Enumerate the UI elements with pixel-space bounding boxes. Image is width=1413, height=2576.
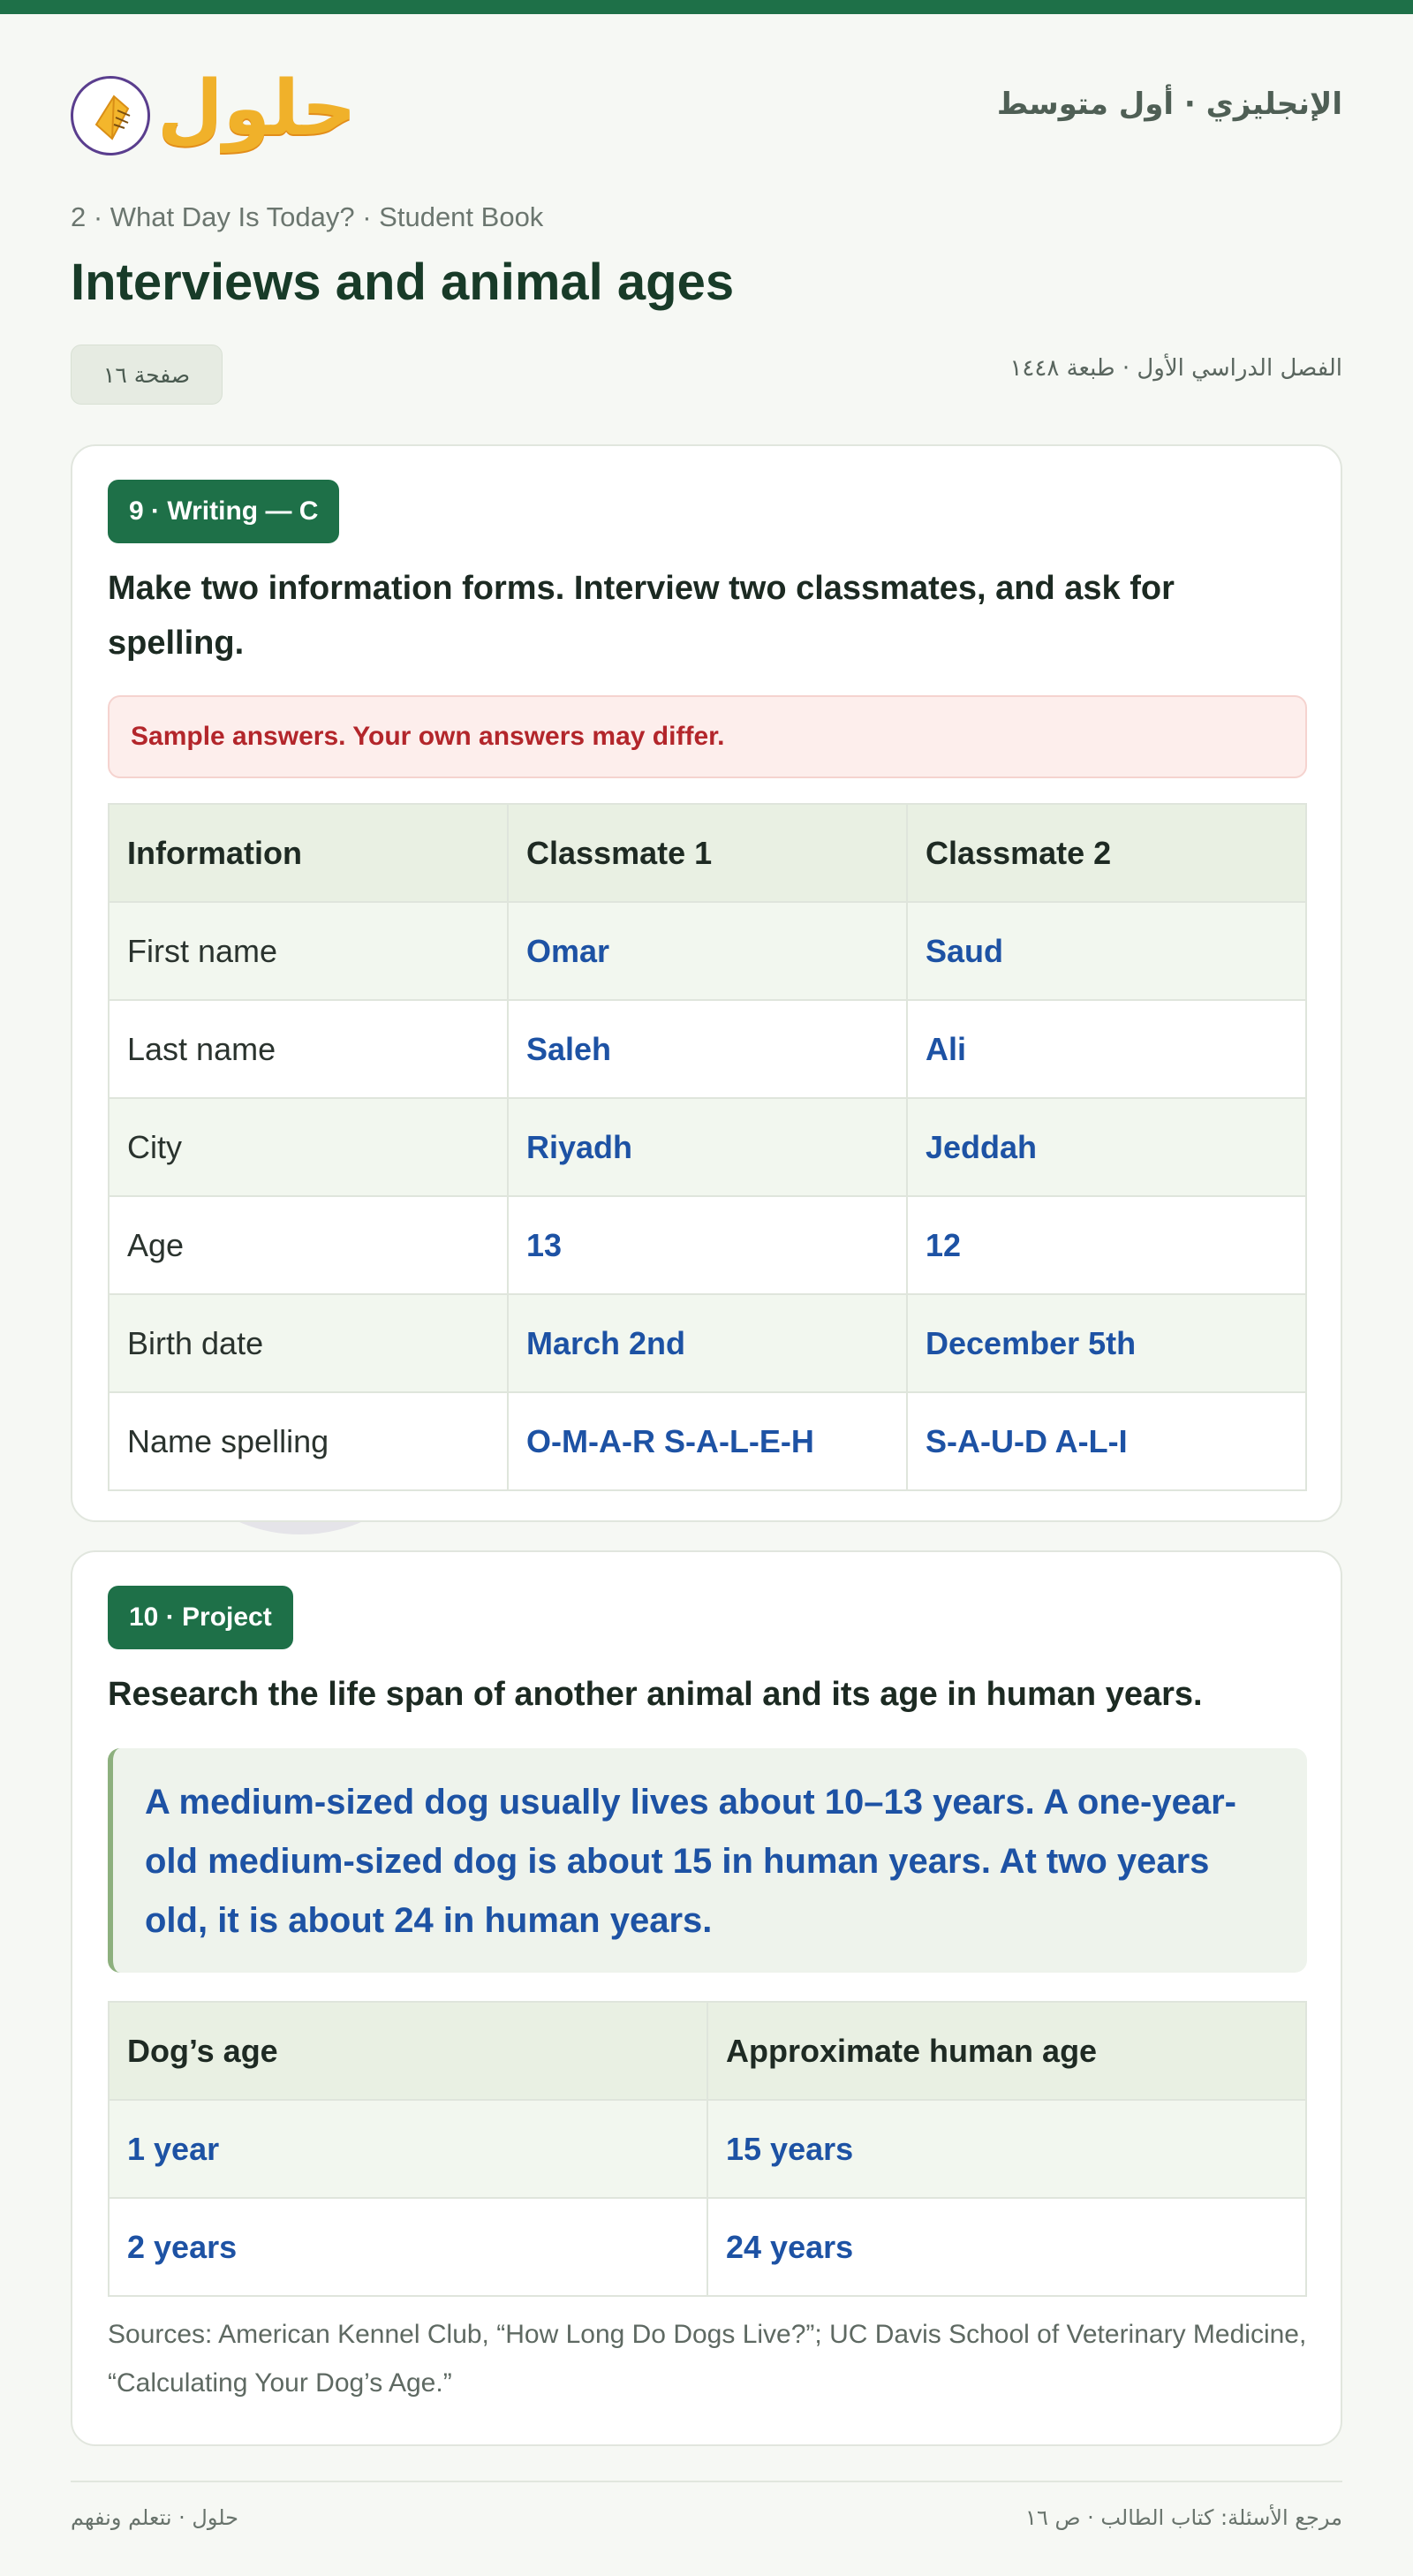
dog-age-table	[108, 2001, 1307, 2297]
classmate-1-answer: Omar	[508, 902, 907, 1000]
table-row	[109, 1098, 1306, 1196]
table-header: Classmate 1	[508, 804, 907, 902]
project-answer: A medium-sized dog usually lives about 10–13 years. A one-year-old medium-sized dog is about 15 in human years. At two years old, it is about 24 in human years.	[108, 1748, 1307, 1973]
classmate-1-answer: March 2nd	[508, 1294, 907, 1392]
information-form-table	[108, 803, 1307, 1491]
table-header: Approximate human age	[707, 2002, 1306, 2100]
breadcrumb: 2 · What Day Is Today? · Student Book	[71, 201, 544, 232]
exercise-9-card	[71, 444, 1342, 1522]
dog-age-value: 1 year	[109, 2100, 707, 2198]
page-title: Interviews and animal ages	[71, 254, 735, 311]
table-row	[109, 902, 1306, 1000]
sample-answers-note: Sample answers. Your own answers may differ.	[108, 695, 1307, 778]
table-header: Information	[109, 804, 508, 902]
table-row	[109, 2100, 1306, 2198]
classmate-2-answer: Saud	[907, 902, 1306, 1000]
row-label: First name	[109, 902, 508, 1000]
header	[71, 60, 1342, 157]
classmate-2-answer: S-A-U-D A-L-I	[907, 1392, 1306, 1490]
table-row	[109, 1000, 1306, 1098]
classmate-1-answer: Riyadh	[508, 1098, 907, 1196]
exercise-10-question: Research the life span of another animal and its age in human years.	[108, 1676, 1203, 1713]
classmate-2-answer: December 5th	[907, 1294, 1306, 1392]
edition-info: الفصل الدراسي الأول · طبعة ١٤٤٨	[1009, 355, 1342, 382]
table-header: Dog’s age	[109, 2002, 707, 2100]
row-label: Name spelling	[109, 1392, 508, 1490]
classmate-2-answer: Jeddah	[907, 1098, 1306, 1196]
dog-age-value: 2 years	[109, 2198, 707, 2296]
exercise-10-tag: 10 · Project	[108, 1586, 293, 1649]
exercise-9-question: Make two information forms. Interview two classmates, and ask for spelling.	[108, 570, 1175, 662]
footer-divider	[71, 2481, 1342, 2482]
human-age-value: 15 years	[707, 2100, 1306, 2198]
classmate-1-answer: Saleh	[508, 1000, 907, 1098]
classmate-2-answer: Ali	[907, 1000, 1306, 1098]
logo[interactable]	[71, 60, 357, 157]
human-age-value: 24 years	[707, 2198, 1306, 2296]
table-row	[109, 1392, 1306, 1490]
row-label: City	[109, 1098, 508, 1196]
row-label: Last name	[109, 1000, 508, 1098]
table-row	[109, 2198, 1306, 2296]
table-header: Classmate 2	[907, 804, 1306, 902]
sources-citation: Sources: American Kennel Club, “How Long Do Dogs Live?”; UC Davis School of Veterinary Medicine, “Calculating Your Dog’s Age.”	[108, 2320, 1307, 2398]
book-icon	[71, 76, 150, 155]
row-label: Age	[109, 1196, 508, 1294]
exercise-9-tag: 9 · Writing — C	[108, 480, 339, 543]
top-accent-bar	[0, 0, 1413, 14]
table-row	[109, 1196, 1306, 1294]
classmate-1-answer: O-M-A-R S-A-L-E-H	[508, 1392, 907, 1490]
subject-title: الإنجليزي · أول متوسط	[996, 87, 1342, 122]
exercise-10-card	[71, 1550, 1342, 2446]
logo-text: حلول	[157, 64, 357, 153]
footer-tagline: حلول · نتعلم ونفهم	[71, 2505, 238, 2530]
classmate-1-answer: 13	[508, 1196, 907, 1294]
footer-reference: مرجع الأسئلة: كتاب الطالب · ص ١٦	[1025, 2505, 1342, 2530]
row-label: Birth date	[109, 1294, 508, 1392]
classmate-2-answer: 12	[907, 1196, 1306, 1294]
table-row	[109, 1294, 1306, 1392]
page-number-badge: صفحة ١٦	[71, 345, 223, 405]
